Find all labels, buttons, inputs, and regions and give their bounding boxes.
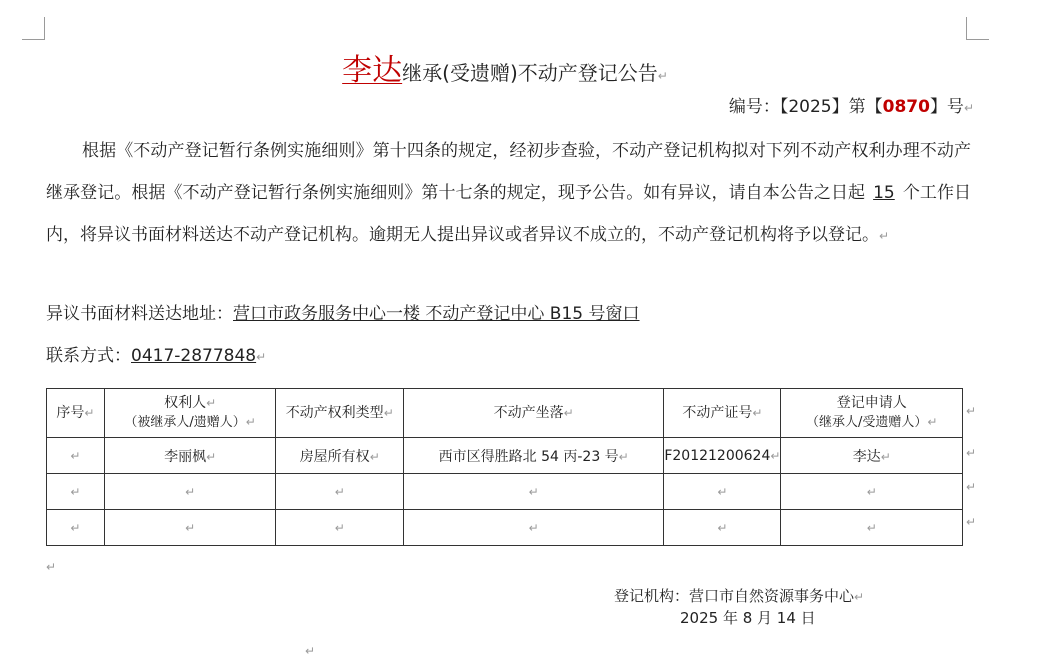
cell-applicant: ↵ <box>781 474 963 510</box>
title-name: 李达 <box>342 53 403 88</box>
paragraph-mark: ↵ <box>46 560 57 574</box>
cell-seq: ↵ <box>47 474 105 510</box>
docno-prefix: 编号：【2025】第【 <box>728 97 883 117</box>
paragraph-mark: ↵ <box>963 101 974 115</box>
body-part1: 根据《不动产登记暂行条例实施细则》第十四条的规定，经初步查验，不动产登记机构拟对下列不动产权利办理不动产继承登记。根据《不动产登记暂行条例实施细则》第十七条的规定，现予公告。如有异议，请自本公告之日起 <box>46 141 971 203</box>
paragraph-mark: ↵ <box>879 229 890 243</box>
address-value: 营口市政务服务中心一楼 不动产登记中心 B15 号窗口 <box>233 304 640 324</box>
objection-address <box>46 299 640 324</box>
paragraph-mark: ↵ <box>854 590 865 604</box>
row-end-mark: ↵ <box>966 480 977 494</box>
table-header-row <box>47 389 963 438</box>
crop-mark-top-right <box>966 17 989 40</box>
cell-cert-no: F20121200624↵ <box>664 438 781 474</box>
header-holder: 权利人↵ （被继承人/遗赠人）↵ <box>104 389 276 438</box>
contact-label: 联系方式： <box>46 346 131 366</box>
paragraph-mark: ↵ <box>657 69 668 83</box>
cell-applicant: 李达↵ <box>781 438 963 474</box>
cell-location: ↵ <box>404 474 664 510</box>
cell-right-type: 房屋所有权↵ <box>276 438 404 474</box>
docno-number: 0870 <box>882 97 930 117</box>
body-part2: 个工作日内，将异议书面材料送达不动产登记机构。逾期无人提出异议或者异议不成立的，不动产登记机构将予以登记。 <box>46 183 972 245</box>
docno-suffix: 】号 <box>929 97 964 117</box>
cell-cert-no: ↵ <box>664 510 781 546</box>
title-text: 继承(受遗赠)不动产登记公告 <box>402 61 658 85</box>
header-cert-no: 不动产证号↵ <box>664 389 781 438</box>
document-number <box>729 92 974 117</box>
cell-cert-no: ↵ <box>664 474 781 510</box>
address-label: 异议书面材料送达地址： <box>46 304 233 324</box>
paragraph-mark: ↵ <box>256 350 267 364</box>
cell-seq: ↵ <box>47 438 105 474</box>
notice-title <box>0 45 1010 89</box>
header-holder-sub: （被继承人/遗赠人） <box>124 415 246 430</box>
cell-location: 西市区得胜路北 54 丙-23 号↵ <box>404 438 664 474</box>
table-row <box>47 510 963 546</box>
row-end-mark: ↵ <box>966 446 977 460</box>
cell-holder: ↵ <box>104 474 276 510</box>
cell-applicant: ↵ <box>781 510 963 546</box>
cell-seq: ↵ <box>47 510 105 546</box>
registration-org <box>614 585 864 606</box>
crop-mark-top-left <box>22 17 45 40</box>
paragraph-mark: ↵ <box>305 644 316 658</box>
header-right-type: 不动产权利类型↵ <box>276 389 404 438</box>
working-days: 15 <box>873 183 895 203</box>
header-seq: 序号↵ <box>47 389 105 438</box>
date-text: 2025 年 8 月 14 日 <box>680 609 816 627</box>
row-end-mark: ↵ <box>966 515 977 529</box>
table-row <box>47 438 963 474</box>
cell-right-type: ↵ <box>276 510 404 546</box>
property-table <box>46 388 963 546</box>
cell-holder: 李丽枫↵ <box>104 438 276 474</box>
contact-phone: 0417-2877848 <box>131 346 257 366</box>
cell-location: ↵ <box>404 510 664 546</box>
cell-right-type: ↵ <box>276 474 404 510</box>
header-location: 不动产坐落↵ <box>404 389 664 438</box>
notice-date <box>680 607 816 628</box>
cell-holder: ↵ <box>104 510 276 546</box>
header-applicant-sub: （继承人/受遗赠人） <box>806 415 928 430</box>
row-end-mark: ↵ <box>966 404 977 418</box>
contact-info <box>46 341 266 366</box>
org-name: 营口市自然资源事务中心 <box>689 587 855 605</box>
header-applicant: 登记申请人 （继承人/受遗赠人）↵ <box>781 389 963 438</box>
org-label: 登记机构： <box>614 587 690 605</box>
table-row <box>47 474 963 510</box>
notice-body <box>46 130 971 257</box>
